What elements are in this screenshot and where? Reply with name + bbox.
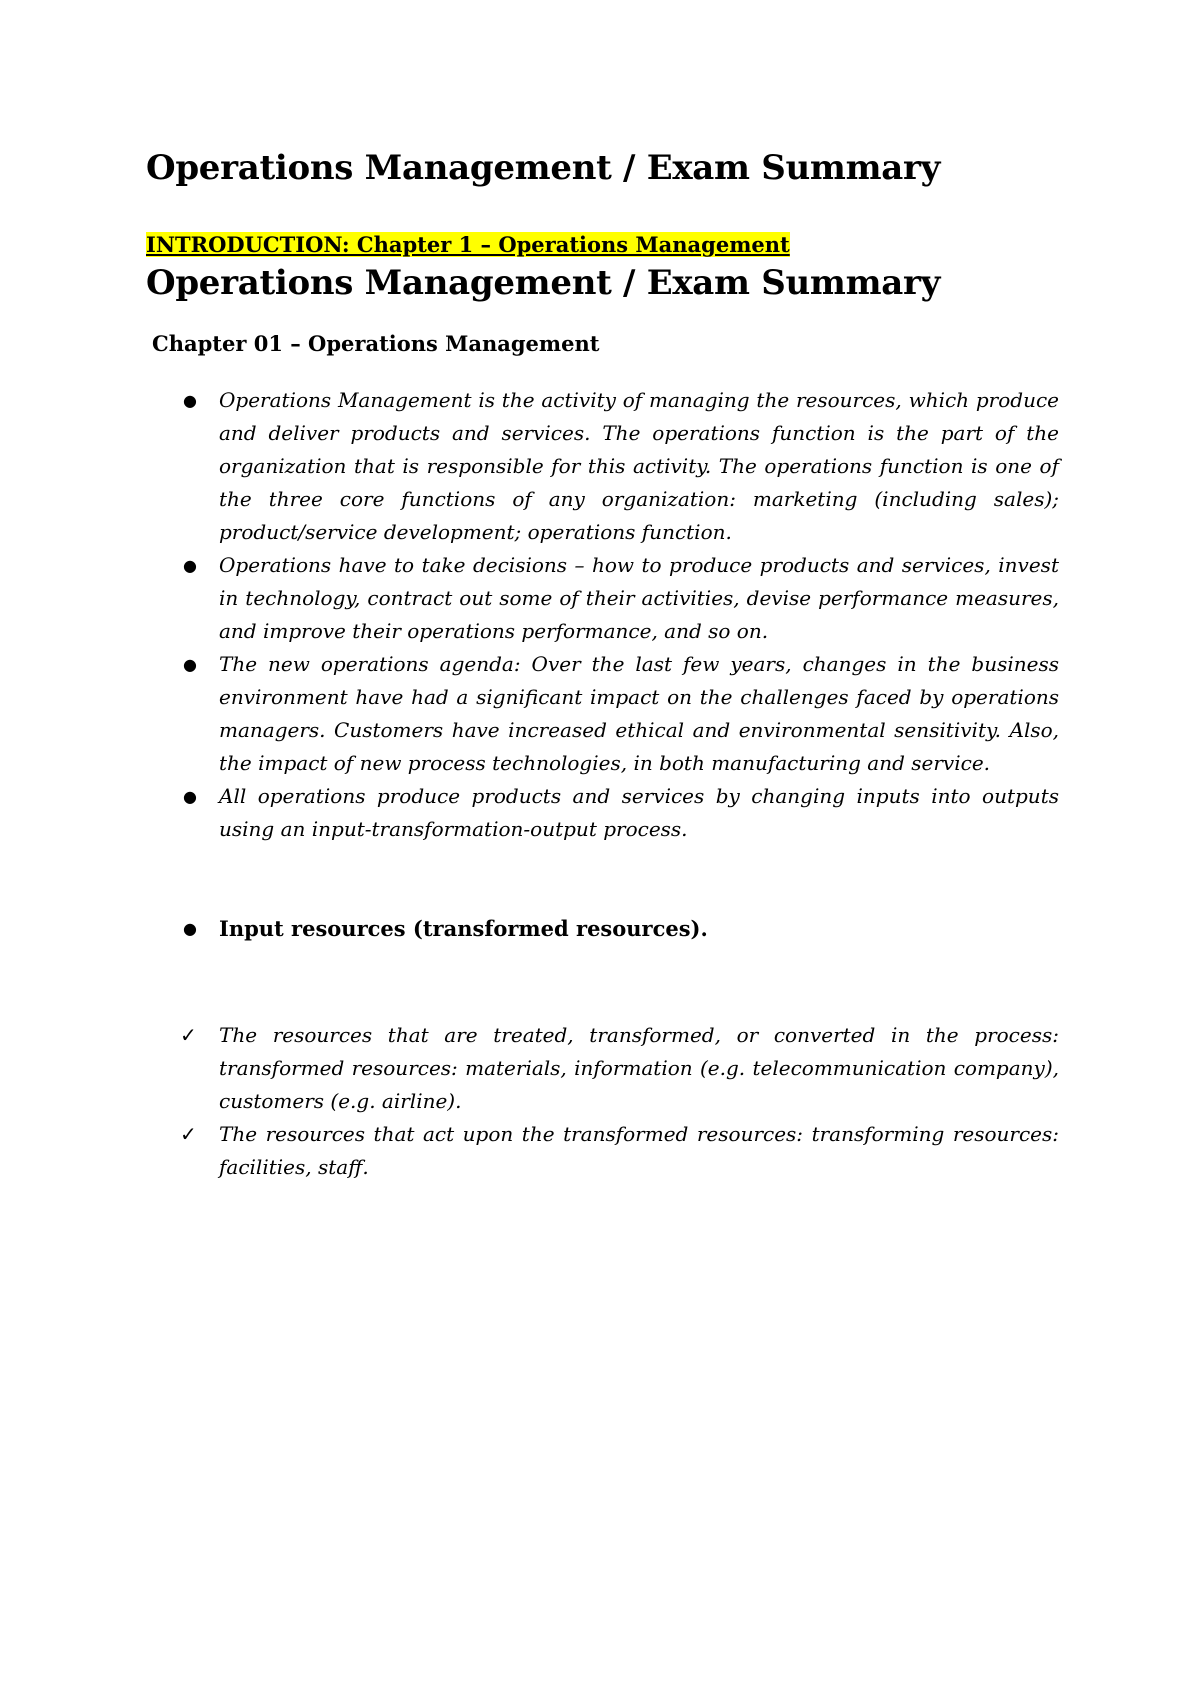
list-item: [0, 780, 1200, 846]
list-item: [0, 648, 1200, 780]
input-resources-heading: Input resources (transformed resources).: [219, 916, 708, 941]
bullet-icon: ●: [183, 787, 197, 806]
bullet-icon: ●: [183, 655, 197, 674]
list-item: [0, 1019, 1200, 1118]
bullet-text: Operations have to take decisions – how to produce products and services, invest in technology, contract out some of their activities, devise performance measures, and improve their operations performance, and so on.: [219, 553, 1059, 643]
bullet-text: All operations produce products and services by changing inputs into outputs using an input-transformation-output process.: [219, 784, 1059, 841]
bullet-icon: ●: [183, 556, 197, 575]
list-item: [0, 384, 1200, 549]
bullet-icon: ●: [183, 919, 197, 938]
checkmark-list: [0, 1019, 1200, 1184]
main-bullet-list: [0, 384, 1200, 846]
bullet-text: The new operations agenda: Over the last few years, changes in the business environment have had a significant impact on the challenges faced by operations managers. Customers have increased ethical and environmental sensitivity. Also, the impact of new process technologies, in both manufacturing and service.: [219, 652, 1059, 775]
intro-heading-highlight: INTRODUCTION: Chapter 1 – Operations Management: [146, 232, 790, 257]
list-item: [0, 549, 1200, 648]
document-title: Operations Management / Exam Summary: [146, 148, 941, 188]
checkmark-icon: ✓: [180, 1023, 197, 1047]
chapter-heading: Chapter 01 – Operations Management: [152, 331, 600, 356]
check-item-text: The resources that are treated, transformed, or converted in the process: transformed resources: materials, information (e.g. telecommunication company), customers (e.g. airline).: [219, 1023, 1059, 1113]
bullet-text: Operations Management is the activity of managing the resources, which produce and deliver products and services. The operations function is the part of the organization that is responsible for this activity. The operations function is one of the three core functions of any organization: marketing (including sales); product/service development; operations function.: [219, 388, 1059, 544]
list-item: [0, 912, 1200, 945]
check-item-text: The resources that act upon the transformed resources: transforming resources: facilities, staff.: [219, 1122, 1059, 1179]
bullet-icon: ●: [183, 391, 197, 410]
list-item: [0, 1118, 1200, 1184]
checkmark-icon: ✓: [180, 1122, 197, 1146]
intro-heading: [146, 232, 790, 257]
input-resources-list: [0, 912, 1200, 945]
document-title-repeat: Operations Management / Exam Summary: [146, 263, 941, 303]
